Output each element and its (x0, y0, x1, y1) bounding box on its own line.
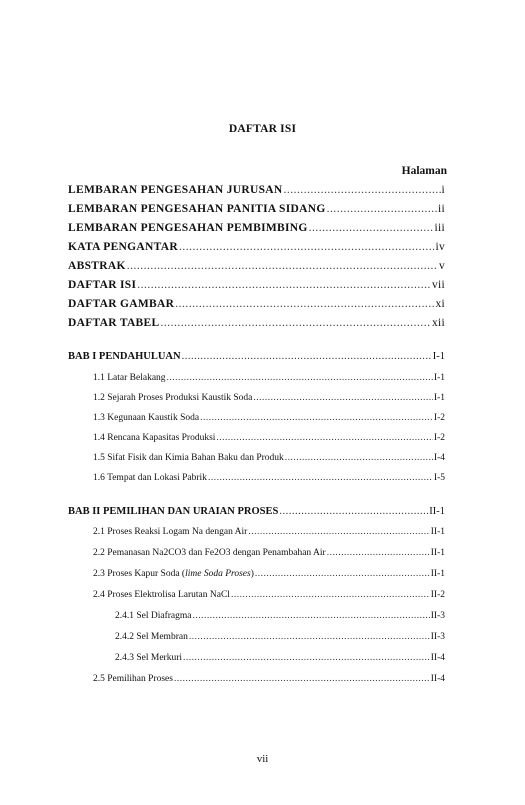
toc-entry-page: i (441, 184, 445, 196)
toc-entry-label: 2.4.3 Sel Merkuri (115, 653, 183, 663)
toc-entry[interactable] (68, 241, 445, 253)
toc-entry-page: II-4 (430, 653, 445, 663)
toc-entry[interactable] (93, 527, 445, 537)
toc-entry[interactable] (68, 260, 445, 272)
toc-entry-page: iii (434, 222, 445, 234)
toc-entry-page: ii (438, 203, 445, 215)
toc-entry-label: 1.6 Tempat dan Lokasi Pabrik (93, 473, 207, 483)
toc-entry-label: 1.5 Sifat Fisik dan Kimia Bahan Baku dan Produk (93, 453, 284, 463)
toc-entry-label: 2.1 Proses Reaksi Logam Na dengan Air (93, 527, 248, 537)
toc-entry[interactable] (68, 317, 445, 329)
toc-entry-page: I-1 (433, 373, 445, 383)
toc-entry-page: II-4 (430, 674, 445, 684)
page-title: DAFTAR ISI (228, 123, 297, 135)
toc-entry-page: xi (435, 298, 445, 310)
toc-entry-label: DAFTAR GAMBAR (68, 298, 175, 310)
page-number: vii (256, 753, 269, 765)
toc-entry[interactable] (68, 184, 445, 196)
toc-chapter-bab1[interactable] (68, 351, 445, 362)
dot-leader (327, 548, 430, 558)
dot-leader (179, 241, 435, 253)
toc-entry-label: 2.4.2 Sel Membran (115, 632, 188, 642)
dot-leader (175, 298, 434, 310)
toc-entry[interactable] (93, 433, 445, 443)
dot-leader (248, 527, 429, 537)
toc-entry[interactable] (115, 653, 445, 663)
toc-entry[interactable] (93, 393, 445, 403)
toc-entry-page: I-2 (433, 433, 445, 443)
dot-leader (309, 222, 434, 234)
toc-entry-page: II-3 (430, 632, 445, 642)
toc-entry-label: 1.1 Latar Belakang (93, 373, 166, 383)
toc-entry-label-end: ) (250, 569, 254, 579)
toc-entry[interactable] (68, 279, 445, 291)
toc-entry-page: II-3 (430, 611, 445, 621)
toc-entry-page: II-2 (430, 590, 445, 600)
dot-leader (255, 569, 430, 579)
toc-entry[interactable] (115, 611, 445, 621)
toc-entry-label: 2.4 Proses Elektrolisa Larutan NaCl (93, 590, 230, 600)
toc-entry-page: II-1 (429, 506, 445, 517)
toc-entry-label: 1.4 Rencana Kapasitas Produksi (93, 433, 216, 443)
toc-entry-label (93, 569, 254, 579)
dot-leader (137, 279, 431, 291)
halaman-label: Halaman (401, 165, 447, 177)
toc-entry-label: DAFTAR TABEL (68, 317, 160, 329)
toc-entry-label: KATA PENGANTAR (68, 241, 178, 253)
toc-entry-page: vii (431, 279, 445, 291)
toc-entry-label: BAB II PEMILIHAN DAN URAIAN PROSES (68, 506, 279, 517)
dot-leader (216, 433, 433, 443)
toc-entry[interactable] (93, 569, 445, 579)
toc-entry[interactable] (68, 203, 445, 215)
dot-leader (283, 184, 440, 196)
dot-leader (285, 453, 433, 463)
toc-entry-label: LEMBARAN PENGESAHAN PANITIA SIDANG (68, 203, 326, 215)
toc-entry[interactable] (93, 548, 445, 558)
toc-entry-page: II-1 (430, 527, 445, 537)
dot-leader (182, 351, 432, 362)
toc-entry-label-italic: lime Soda Proses (185, 569, 251, 579)
dot-leader (127, 260, 438, 272)
toc-entry-page: iv (435, 241, 445, 253)
toc-entry[interactable] (68, 298, 445, 310)
toc-entry-page: I-2 (433, 413, 445, 423)
toc-entry[interactable] (93, 590, 445, 600)
dot-leader (253, 393, 433, 403)
dot-leader (189, 632, 430, 642)
toc-entry[interactable] (68, 222, 445, 234)
toc-entry[interactable] (93, 473, 445, 483)
toc-entry-page: I-1 (432, 351, 445, 362)
toc-entry-page: I-4 (433, 453, 445, 463)
toc-entry-page: I-1 (433, 393, 445, 403)
toc-entry-page: I-5 (433, 473, 445, 483)
toc-entry-page: II-1 (430, 548, 445, 558)
toc-entry[interactable] (93, 373, 445, 383)
toc-entry-page: xii (431, 317, 445, 329)
dot-leader (327, 203, 437, 215)
toc-entry-label: 2.5 Pemilihan Proses (93, 674, 173, 684)
toc-entry-label: LEMBARAN PENGESAHAN PEMBIMBING (68, 222, 308, 234)
dot-leader (231, 590, 430, 600)
toc-entry[interactable] (93, 413, 445, 423)
toc-entry-label: 1.2 Sejarah Proses Produksi Kaustik Soda (93, 393, 253, 403)
dot-leader (174, 674, 430, 684)
dot-leader (183, 653, 430, 663)
toc-entry-label: BAB I PENDAHULUAN (68, 351, 181, 362)
toc-entry[interactable] (93, 674, 445, 684)
dot-leader (193, 611, 430, 621)
toc-entry[interactable] (93, 453, 445, 463)
toc-entry-page: v (438, 260, 445, 272)
toc-entry-label: 1.3 Kegunaan Kaustik Soda (93, 413, 200, 423)
toc-entry-label: 2.2 Pemanasan Na2CO3 dan Fe2O3 dengan Penambahan Air (93, 548, 326, 558)
toc-entry-label-main: 2.3 Proses Kapur Soda ( (93, 569, 186, 579)
dot-leader (160, 317, 430, 329)
toc-entry-page: II-1 (430, 569, 445, 579)
dot-leader (279, 506, 428, 517)
toc-entry-label: LEMBARAN PENGESAHAN JURUSAN (68, 184, 283, 196)
toc-entry-label: 2.4.1 Sel Diafragma (115, 611, 192, 621)
dot-leader (208, 473, 433, 483)
dot-leader (167, 373, 433, 383)
toc-chapter-bab2[interactable] (68, 506, 445, 517)
dot-leader (200, 413, 433, 423)
toc-entry[interactable] (115, 632, 445, 642)
toc-entry-label: DAFTAR ISI (68, 279, 137, 291)
toc-entry-label: ABSTRAK (68, 260, 126, 272)
